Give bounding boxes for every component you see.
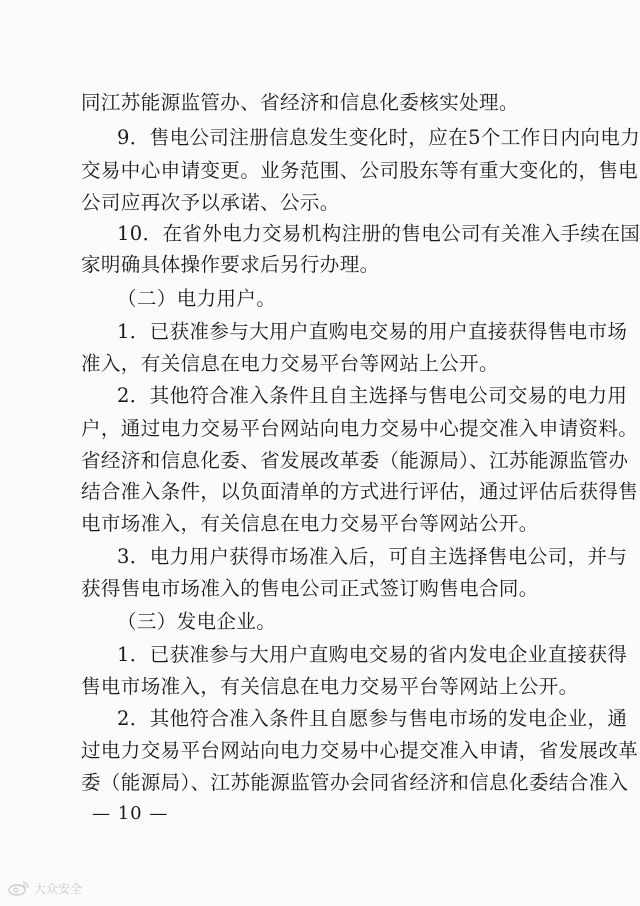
weibo-logo-icon <box>8 880 30 896</box>
text-line: 电市场准入，有关信息在电力交易平台等网站公开。 <box>81 512 539 536</box>
text-line: （二）电力用户。 <box>117 287 277 311</box>
text-line: 3．电力用户获得市场准入后，可自主选择售电公司，并与 <box>117 544 628 568</box>
page-number: — 10 — <box>92 803 169 824</box>
text-line: 交易中心申请变更。业务范围、公司股东等有重大变化的，售电 <box>81 159 639 182</box>
text-line: 同江苏能源监管办、省经济和信息化委核实处理。 <box>81 91 519 114</box>
text-line: 省经济和信息化委、省发展改革委（能源局）、江苏能源监管办 <box>81 448 629 472</box>
text-line: 9．售电公司注册信息发生变化时，应在5个工作日内向电力 <box>117 126 640 150</box>
text-line: 1．已获准参与大用户直购电交易的省内发电企业直接获得 <box>117 642 628 666</box>
text-line: 2．其他符合准入条件且自愿参与售电市场的发电企业，通 <box>117 707 628 731</box>
text-line: 家明确具体操作要求后另行办理。 <box>81 253 380 277</box>
text-line: 委（能源局）、江苏能源监管办会同省经济和信息化委结合准入 <box>81 771 629 794</box>
text-line: 售电市场准入，有关信息在电力交易平台等网站上公开。 <box>81 674 579 698</box>
text-line: 10．在省外电力交易机构注册的售电公司有关准入手续在国 <box>117 221 640 245</box>
text-line: 结合准入条件，以负面清单的方式进行评估，通过评估后获得售 <box>81 480 639 504</box>
text-line: 公司应再次予以承诺、公示。 <box>81 190 340 214</box>
text-line: 1．已获准参与大用户直购电交易的用户直接获得售电市场 <box>117 319 628 343</box>
text-line: 户，通过电力交易平台网站向电力交易中心提交准入申请资料。 <box>81 416 639 440</box>
text-line: 2．其他符合准入条件且自主选择与售电公司交易的电力用 <box>117 384 628 408</box>
watermark <box>8 878 82 898</box>
text-line: （三）发电企业。 <box>117 610 277 634</box>
watermark-text: 大众安全 <box>34 881 83 896</box>
text-line: 获得售电市场准入的售电公司正式签订购售电合同。 <box>81 576 539 600</box>
text-line: 准入，有关信息在电力交易平台等网站上公开。 <box>81 351 499 375</box>
text-line: 过电力交易平台网站向电力交易中心提交准入申请，省发展改革 <box>81 739 639 763</box>
